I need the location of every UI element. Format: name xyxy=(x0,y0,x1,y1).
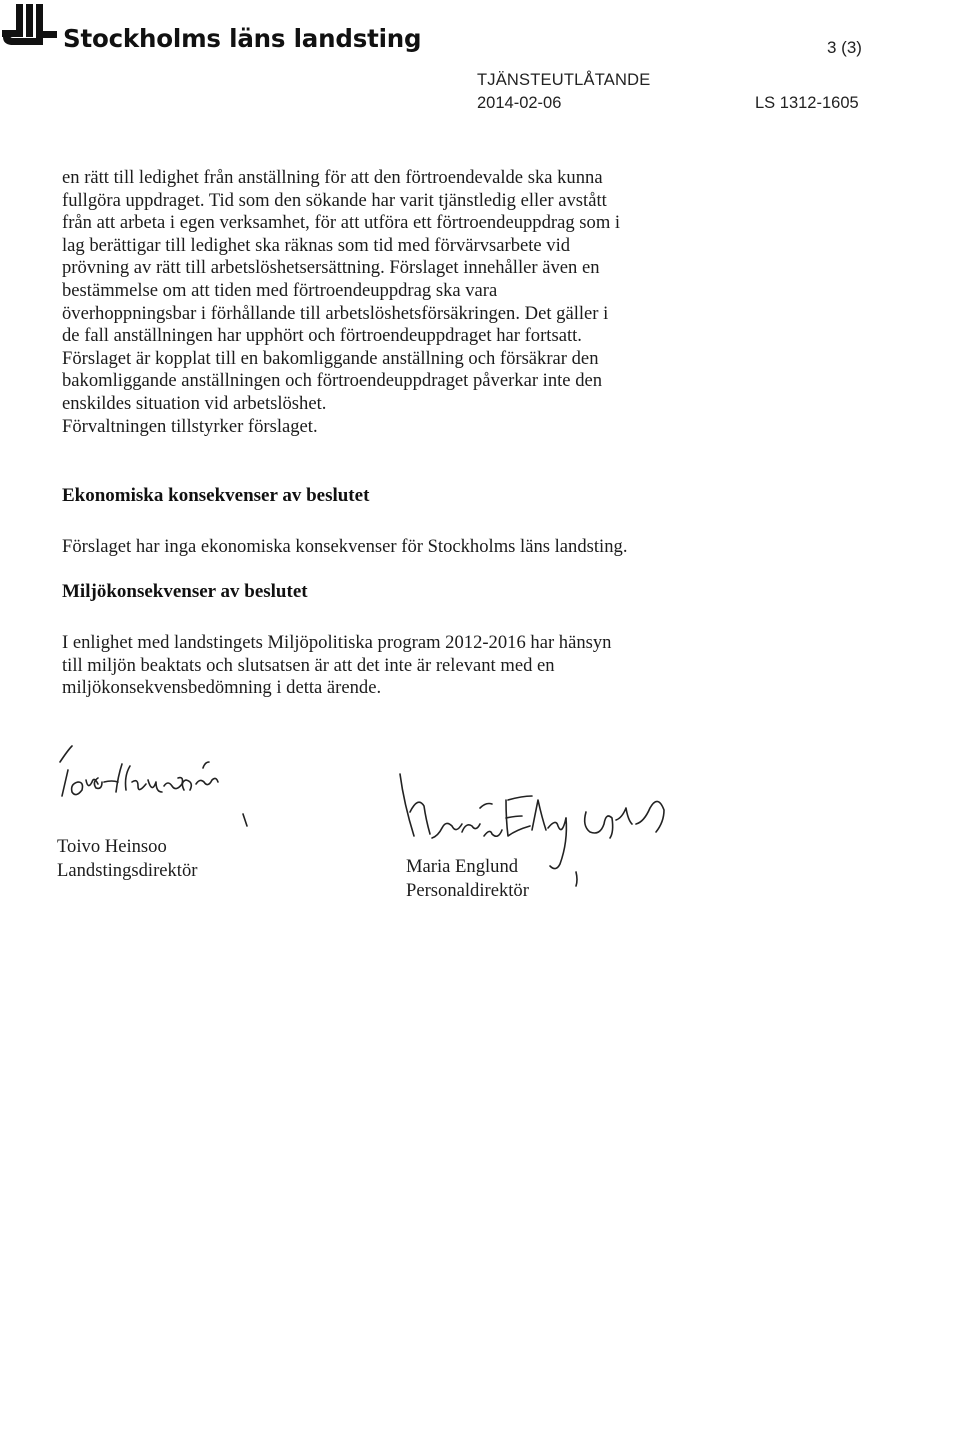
signature-heinsoo-icon xyxy=(60,746,247,826)
signatory-title: Landstingsdirektör xyxy=(57,860,198,881)
signatory-name: Maria Englund xyxy=(406,856,519,877)
document-date: 2014-02-06 xyxy=(477,94,562,112)
signature-block-englund xyxy=(406,855,529,903)
text-line: enskildes situation vid arbetslöshet. xyxy=(62,392,327,414)
text-line: från att arbeta i egen verksamhet, för att utföra ett förtroendeuppdrag som i xyxy=(62,212,621,234)
signature-block-heinsoo xyxy=(57,835,197,883)
text-line: Förvaltningen tillstyrker förslaget. xyxy=(62,415,318,437)
page-number: 3 (3) xyxy=(827,38,862,57)
signatory-name: Toivo Heinsoo xyxy=(57,836,167,857)
text-line: de fall anställningen har upphört och förtroendeuppdraget har fortsatt. xyxy=(62,325,582,347)
text-line: Förslaget har inga ekonomiska konsekvenser för Stockholms läns landsting. xyxy=(62,536,628,557)
document-reference: LS 1312-1605 xyxy=(755,94,859,112)
text-line: fullgöra uppdraget. Tid som den sökande har varit tjänstledig eller avstått xyxy=(62,189,607,211)
text-line: prövning av rätt till arbetslöshetsersättning. Förslaget innehåller även en xyxy=(62,257,600,279)
text-line: Förslaget är kopplat till en bakomliggande anställning och försäkrar den xyxy=(62,347,599,369)
organization-name: Stockholms läns landsting xyxy=(63,24,422,53)
text-line: bestämmelse om att tiden med förtroendeuppdrag ska vara xyxy=(62,279,498,301)
signatory-title: Personaldirektör xyxy=(406,880,529,901)
section-heading-environment: Miljökonsekvenser av beslutet xyxy=(62,581,308,602)
section-heading-economic: Ekonomiska konsekvenser av beslutet xyxy=(62,485,370,506)
text-line: en rätt till ledighet från anställning för att den förtroendevalde ska kunna xyxy=(62,167,603,188)
text-line: bakomliggande anställningen och förtroendeuppdraget påverkar inte den xyxy=(62,370,603,392)
text-line: överhoppningsbar i förhållande till arbetslöshetsförsäkringen. Det gäller i xyxy=(62,302,609,324)
text-line: till miljön beaktats och slutsatsen är att det inte är relevant med en xyxy=(62,654,555,676)
document-type: TJÄNSTEUTLÅTANDE xyxy=(477,71,651,89)
text-line: I enlighet med landstingets Miljöpolitiska program 2012-2016 har hänsyn xyxy=(62,632,612,653)
text-line: lag berättigar till ledighet ska räknas som tid med förvärvsarbete vid xyxy=(62,234,571,256)
text-line: miljökonsekvensbedömning i detta ärende. xyxy=(62,677,382,699)
